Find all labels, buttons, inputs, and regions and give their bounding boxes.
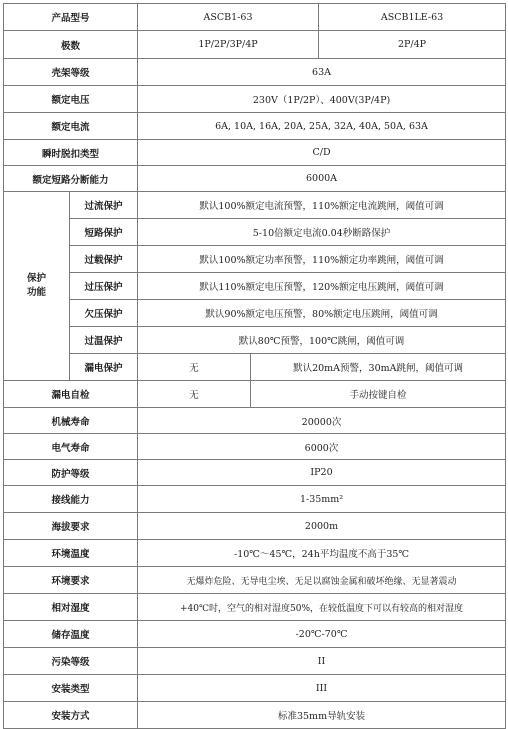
value-model-2: ASCB1LE-63 <box>380 11 444 23</box>
protection-line-1: 保护 <box>26 273 46 284</box>
label-overtemp: 过温保护 <box>70 327 138 354</box>
value-install-cat: III <box>138 675 506 702</box>
row-overcurrent <box>4 192 506 219</box>
label-model: 产品型号 <box>4 4 138 31</box>
label-pollution: 污染等级 <box>4 648 138 675</box>
value-overload: 默认100%额定功率预警，110%额定功率跳闸，阈值可调 <box>138 246 506 273</box>
value-mounting: 标准35mm导轨安装 <box>138 702 506 729</box>
label-storage: 储存温度 <box>4 621 138 648</box>
value-ip: IP20 <box>138 460 506 486</box>
label-humidity: 相对湿度 <box>4 594 138 621</box>
value-temp: -10℃～45℃，24h平均温度不高于35℃ <box>138 540 506 567</box>
row-leakage <box>4 354 506 381</box>
row-breaking <box>4 166 506 192</box>
row-rated-current <box>4 113 506 140</box>
label-mech-life: 机械寿命 <box>4 408 138 434</box>
value-altitude: 2000m <box>138 513 506 540</box>
label-overvoltage: 过压保护 <box>70 273 138 300</box>
spec-table <box>3 3 506 729</box>
row-leak-test <box>4 381 506 408</box>
row-poles <box>4 31 506 59</box>
label-wiring: 接线能力 <box>4 486 138 513</box>
label-poles: 极数 <box>4 31 138 59</box>
label-protection-group <box>4 192 70 381</box>
row-humidity <box>4 594 506 621</box>
row-rated-voltage <box>4 86 506 113</box>
row-install-cat <box>4 675 506 702</box>
value-poles-1: 1P/2P/3P/4P <box>138 31 319 58</box>
row-model <box>4 4 506 31</box>
label-rated-voltage: 额定电压 <box>4 86 138 113</box>
row-trip-type <box>4 140 506 166</box>
value-leakage-1: 无 <box>138 354 251 381</box>
label-ip: 防护等级 <box>4 460 138 486</box>
value-overcurrent: 默认100%额定电流预警，110%额定电流跳闸，阈值可调 <box>138 192 506 219</box>
label-breaking: 额定短路分断能力 <box>4 166 138 192</box>
label-rated-current: 额定电流 <box>4 113 138 140</box>
value-model-1: ASCB1-63 <box>138 4 319 30</box>
value-elec-life: 6000次 <box>138 434 506 460</box>
row-short <box>4 219 506 246</box>
row-wiring <box>4 486 506 513</box>
value-wiring: 1-35mm² <box>138 486 506 513</box>
value-leak-test-1: 无 <box>138 381 251 408</box>
row-ip <box>4 460 506 486</box>
value-overvoltage: 默认110%额定电压预警，120%额定电压跳闸，阈值可调 <box>138 273 506 300</box>
row-overload <box>4 246 506 273</box>
value-undervoltage: 默认90%额定电压预警，80%额定电压跳闸，阈值可调 <box>138 300 506 327</box>
value-breaking: 6000A <box>138 166 506 192</box>
row-temp <box>4 540 506 567</box>
label-overload: 过载保护 <box>70 246 138 273</box>
value-rated-current: 6A, 10A, 16A, 20A, 25A, 32A, 40A, 50A, 63A <box>138 113 506 140</box>
label-short: 短路保护 <box>70 219 138 246</box>
value-frame: 63A <box>138 59 506 86</box>
label-env: 环境要求 <box>4 567 138 594</box>
row-altitude <box>4 513 506 540</box>
label-leakage: 漏电保护 <box>70 354 138 381</box>
label-leak-test: 漏电自检 <box>4 381 138 408</box>
label-temp: 环境温度 <box>4 540 138 567</box>
label-altitude: 海拔要求 <box>4 513 138 540</box>
value-humidity: +40℃时，空气的相对湿度50%，在较低温度下可以有较高的相对湿度 <box>138 594 506 621</box>
row-elec-life <box>4 434 506 460</box>
value-leak-test-2: 手动按键自检 <box>251 381 506 408</box>
label-frame: 壳架等级 <box>4 59 138 86</box>
label-elec-life: 电气寿命 <box>4 434 138 460</box>
row-mech-life <box>4 408 506 434</box>
row-frame <box>4 59 506 86</box>
value-storage: -20℃-70℃ <box>138 621 506 648</box>
value-pollution: II <box>138 648 506 675</box>
value-trip-type: C/D <box>138 140 506 166</box>
row-env <box>4 567 506 594</box>
value-short: 5-10倍额定电流0.04秒断路保护 <box>138 219 506 246</box>
value-env: 无爆炸危险、无导电尘埃、无足以腐蚀金属和破坏绝缘、无显著震动 <box>138 567 506 594</box>
label-trip-type: 瞬时脱扣类型 <box>4 140 138 166</box>
label-undervoltage: 欠压保护 <box>70 300 138 327</box>
value-poles-2: 2P/4P <box>397 39 427 50</box>
row-undervoltage <box>4 300 506 327</box>
label-mounting: 安装方式 <box>4 702 138 729</box>
protection-line-2: 功能 <box>26 287 46 298</box>
value-rated-voltage: 230V（1P/2P）、400V(3P/4P) <box>138 86 506 113</box>
row-pollution <box>4 648 506 675</box>
row-storage <box>4 621 506 648</box>
value-mech-life: 20000次 <box>138 408 506 434</box>
row-overtemp <box>4 327 506 354</box>
row-mounting <box>4 702 506 729</box>
value-overtemp: 默认80℃预警，100℃跳闸，阈值可调 <box>138 327 506 354</box>
value-leakage-2: 默认20mA预警，30mA跳闸，阈值可调 <box>251 354 506 381</box>
label-overcurrent: 过流保护 <box>70 192 138 219</box>
row-overvoltage <box>4 273 506 300</box>
label-install-cat: 安装类型 <box>4 675 138 702</box>
